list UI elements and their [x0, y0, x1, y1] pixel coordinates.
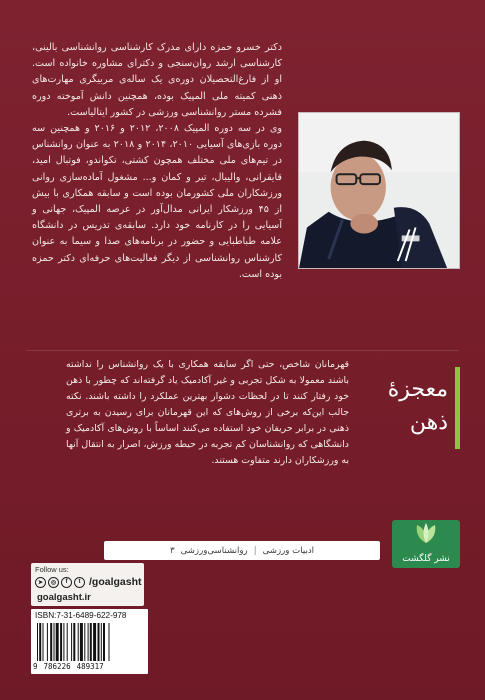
bio-paragraph: وی در سه دوره المپیک ۲۰۰۸، ۲۰۱۲ و ۲۰۱۶ و همچنین سه دوره بازی‌های آسیایی ۲۰۱۰، ۲۰۱۴ و ۲۰۱۸ به عنوان روانشناس در تیم‌های ملی مختلف همچون کشتی، تکواندو، فوتبال امید، قایقرانی، والیبال، تیر و کمان و... مشغول آماده‌سازی روانی ورزشکاران ملی کشورمان بوده است و سابقه همکاری با بیش از ۴۵ ورزشکار ایرانی مدال‌آور در عرصه المپیک، جهانی و آسیایی را در کارنامه خود دارد. سابقه‌ی تدریس در دانشگاه علامه طباطبایی و حضور در برنامه‌های صدا و سیما به عنوان کارشناس روانشناسی از دیگر فعالیت‌های حرفه‌ای دکتر حمزه بوده است.: [32, 123, 283, 280]
twitter-icon: t: [74, 577, 85, 588]
title-accent-bar: [455, 367, 460, 449]
barcode-bar: [78, 623, 79, 661]
barcode-bar: [50, 623, 52, 661]
book-title-line: معجزهٔ: [387, 377, 448, 402]
publisher-logo: [392, 520, 460, 568]
barcode-bar: [43, 623, 44, 661]
leaf-icon: [409, 523, 443, 545]
series-separator: |: [253, 545, 257, 556]
barcode-bar: [54, 623, 55, 661]
social-box: [31, 563, 144, 606]
barcode-bar: [39, 623, 41, 661]
series-strip: [104, 541, 380, 560]
series-item: ادبیات ورزشی: [262, 545, 315, 556]
barcode-bar: [56, 623, 59, 661]
series-item: ۳: [169, 545, 175, 556]
barcode-bar: [71, 623, 72, 661]
blurb-text: قهرمانان شاخص، حتی اگر سابقه همکاری با یک روانشناس را نداشته باشند معمولا به شکل تجربی و غیر آکادمیک یاد گرفته‌اند که چطور با ذهن خود رفتار کنند تا در لحظات دشوار بهترین عملکرد را داشته باشند. نکته جالب این‌که برخی از روش‌های که این قهرمانان برای رسیدن به برتری ذهنی در برابر حریفان خود استفاده می‌کنند اساساً با روش‌های آکادمیک و دانشگاهی که روانشناسان کم تجربه در حیطه ورزش، اصرار به انتقال آنها به ورزشکاران دارند متفاوت هستند.: [66, 359, 349, 466]
author-bio: [32, 40, 282, 342]
barcode-bar: [109, 623, 110, 661]
author-portrait-image: [299, 113, 459, 268]
website: goalgasht.ir: [37, 592, 91, 603]
barcode-bar: [88, 623, 89, 661]
barcode-bar: [90, 623, 92, 661]
barcode-bar: [60, 623, 62, 661]
book-title-line: ذهن: [409, 410, 448, 435]
barcode-bar: [63, 623, 64, 661]
barcode-bar: [73, 623, 75, 661]
barcode-bar: [84, 623, 85, 661]
barcode-group: 786226: [43, 662, 71, 671]
barcode-bar: [37, 623, 38, 661]
isbn-text: ISBN:7-31-6489-622-978: [35, 611, 127, 620]
book-title-block: [374, 367, 460, 449]
author-photo: [298, 112, 460, 269]
telegram-icon: ➤: [35, 577, 46, 588]
social-handle: /goalgasht: [89, 576, 142, 588]
barcode-bar: [98, 623, 100, 661]
barcode-bar: [101, 623, 102, 661]
barcode-group: 489317: [76, 662, 104, 671]
section-divider: [26, 350, 459, 351]
barcode-digit: 9: [33, 662, 38, 671]
follow-label: Follow us:: [35, 565, 69, 574]
barcode-bar: [103, 623, 105, 661]
instagram-icon: ◎: [48, 577, 59, 588]
book-title: [378, 373, 448, 439]
social-row: [35, 576, 142, 588]
barcode-bar: [93, 623, 96, 661]
barcode-bar: [67, 623, 68, 661]
facebook-icon: f: [61, 577, 72, 588]
series-item: روانشناسی‌ورزشی: [180, 545, 248, 556]
bio-paragraph: دکتر خسرو حمزه دارای مدرک کارشناسی روانشناسی بالینی، کارشناسی ارشد روان‌سنجی و دکترای مشاوره خانواده است. او از فارغ‌التحصیلان دوره‌ی یک ساله‌ی مربیگری مهارت‌های ذهنی کمیته ملی المپیک بوده، همچنین دانش آموخته دوره فشرده مستر روانشناسی ورزشی در کشور ایتالیاست.: [32, 42, 282, 118]
barcode-bars: [37, 623, 143, 661]
publisher-name: نشر گلگشت: [402, 554, 450, 564]
barcode-box: [31, 609, 148, 674]
publisher-logo-block: [386, 520, 460, 568]
barcode-numbers: [33, 662, 146, 671]
barcode-bar: [47, 623, 48, 661]
barcode-bar: [80, 623, 83, 661]
